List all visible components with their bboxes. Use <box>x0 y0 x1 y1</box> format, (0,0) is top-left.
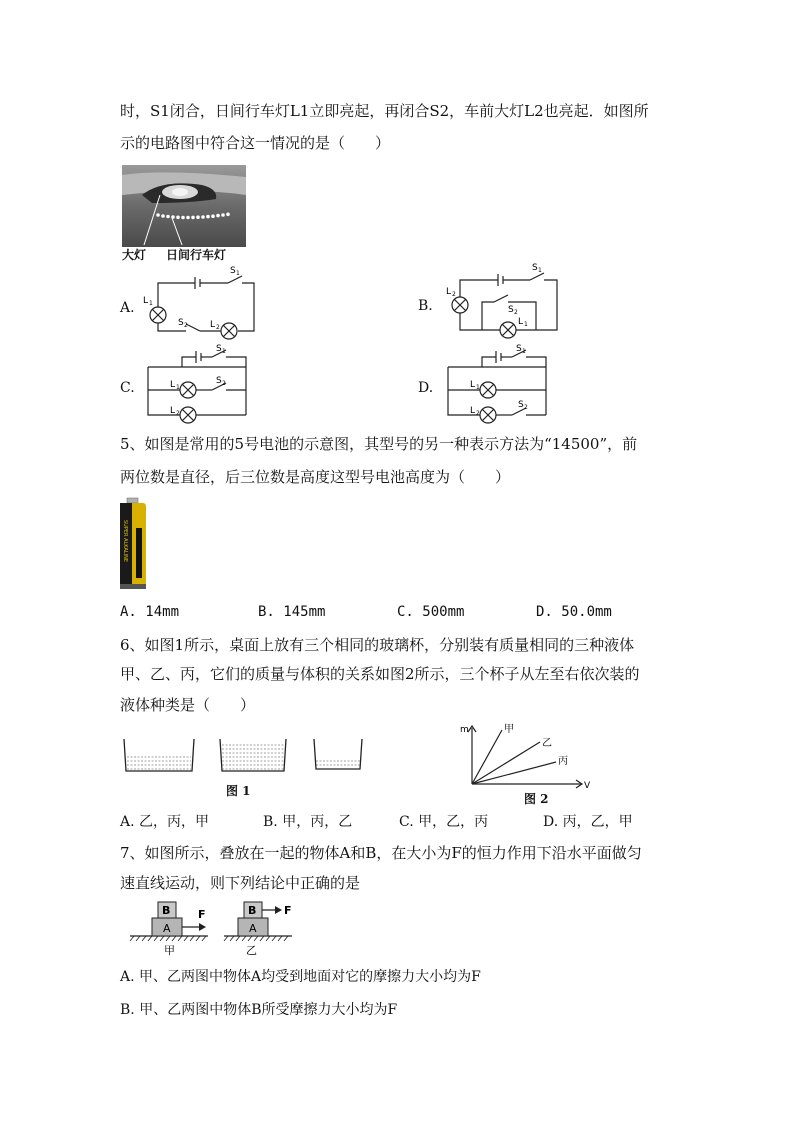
label-l2: L <box>210 320 216 330</box>
q7-option-a: A. 甲、乙两图中物体A均受到地面对它的摩擦力大小均为F <box>120 969 481 985</box>
fig-caption-yi: 乙 <box>246 944 257 957</box>
q6-option-b: B. 甲，丙，乙 <box>263 814 353 830</box>
q6-text-line-1: 6、如图1所示，桌面上放有三个相同的玻璃杯，分别装有质量相同的三种液体 <box>120 636 635 654</box>
q6-option-c: C. 甲，乙，丙 <box>399 814 489 830</box>
fig-caption-jia: 甲 <box>164 944 175 957</box>
q7-text-line-1: 7、如图所示，叠放在一起的物体A和B，在大小为F的恒力作用下沿水平面做匀 <box>120 844 642 862</box>
svg-text:2: 2 <box>476 410 480 417</box>
label-l1: L <box>143 296 149 306</box>
graph-x-axis-label: V <box>584 781 591 791</box>
svg-text:1: 1 <box>222 348 226 355</box>
car-headlight-photo <box>122 165 246 247</box>
circuit-diagram-a <box>140 265 260 340</box>
svg-text:S: S <box>532 263 538 273</box>
svg-text:S: S <box>216 344 222 354</box>
svg-text:S: S <box>516 344 522 354</box>
q5-option-c: C. 500mm <box>397 604 465 620</box>
label-s1: S <box>230 266 236 276</box>
q4-option-a: A. <box>120 300 135 316</box>
svg-text:2: 2 <box>452 291 456 298</box>
svg-text:F: F <box>284 904 292 917</box>
svg-text:L: L <box>446 287 452 297</box>
svg-text:B: B <box>248 904 257 917</box>
photo-caption-daytime-light: 日间行车灯 <box>166 248 227 262</box>
svg-text:S: S <box>508 305 514 315</box>
svg-text:F: F <box>198 908 206 921</box>
photo-caption-headlight: 大灯 <box>122 248 147 262</box>
circuit-diagram-d <box>442 345 554 423</box>
svg-text:1: 1 <box>524 321 528 328</box>
svg-text:L: L <box>170 380 176 390</box>
fig1-caption: 图 1 <box>226 784 251 798</box>
mass-volume-graph <box>456 722 596 792</box>
svg-text:2: 2 <box>514 309 518 316</box>
svg-text:1: 1 <box>149 300 153 307</box>
q4-text-line-1: 时，S1闭合，日间行车灯L1立即亮起，再闭合S2，车前大灯L2也亮起．如图所 <box>120 102 649 120</box>
q6-text-line-3: 液体种类是（ ） <box>120 696 256 714</box>
battery-image <box>118 498 148 592</box>
q5-option-b: B. 145mm <box>258 604 326 620</box>
q4-option-b: B. <box>418 298 433 314</box>
svg-text:2: 2 <box>216 324 220 331</box>
q5-text-line-2: 两位数是直径，后三位数是高度这型号电池高度为（ ） <box>120 468 511 486</box>
svg-text:L: L <box>170 406 176 416</box>
svg-text:L: L <box>518 317 524 327</box>
stacked-blocks-figure <box>128 896 308 958</box>
q7-option-b: B. 甲、乙两图中物体B所受摩擦力大小均为F <box>120 1002 398 1018</box>
svg-text:B: B <box>162 904 171 917</box>
svg-text:1: 1 <box>476 384 480 391</box>
q6-option-d: D. 丙，乙，甲 <box>543 814 633 830</box>
circuit-diagram-c <box>142 345 254 423</box>
label-s2: S <box>178 318 184 328</box>
svg-text:1: 1 <box>236 270 240 277</box>
three-beakers-figure <box>120 735 370 775</box>
q4-option-c: C. <box>120 380 135 396</box>
svg-text:A: A <box>163 922 171 935</box>
series-label-bing: 丙 <box>558 756 568 767</box>
circuit-diagram-b <box>440 262 565 340</box>
svg-text:1: 1 <box>522 348 526 355</box>
svg-text:2: 2 <box>524 404 528 411</box>
q7-text-line-2: 速直线运动，则下列结论中正确的是 <box>120 874 361 892</box>
svg-text:S: S <box>216 376 222 386</box>
q4-text-line-2: 示的电路图中符合这一情况的是（ ） <box>120 134 391 152</box>
q4-option-d: D. <box>418 380 434 396</box>
svg-text:1: 1 <box>538 267 542 274</box>
graph-y-axis-label: m <box>460 725 469 735</box>
svg-text:S: S <box>518 400 524 410</box>
svg-text:2: 2 <box>222 380 226 387</box>
svg-text:L: L <box>470 380 476 390</box>
svg-text:2: 2 <box>176 410 180 417</box>
series-label-yi: 乙 <box>542 738 552 749</box>
svg-text:L: L <box>470 406 476 416</box>
svg-text:2: 2 <box>184 322 188 329</box>
q5-option-a: A. 14mm <box>120 604 180 620</box>
svg-text:SUPER ALKALINE: SUPER ALKALINE <box>122 520 128 563</box>
q6-option-a: A. 乙，丙，甲 <box>120 814 210 830</box>
svg-text:1: 1 <box>176 384 180 391</box>
q5-text-line-1: 5、如图是常用的5号电池的示意图，其型号的另一种表示方法为“14500”，前 <box>120 435 638 453</box>
series-label-jia: 甲 <box>504 724 514 735</box>
svg-text:A: A <box>249 922 257 935</box>
fig2-caption: 图 2 <box>524 792 549 806</box>
q5-option-d: D. 50.0mm <box>536 604 612 620</box>
q6-text-line-2: 甲、乙、丙，它们的质量与体积的关系如图2所示，三个杯子从左至右依次装的 <box>120 665 640 683</box>
